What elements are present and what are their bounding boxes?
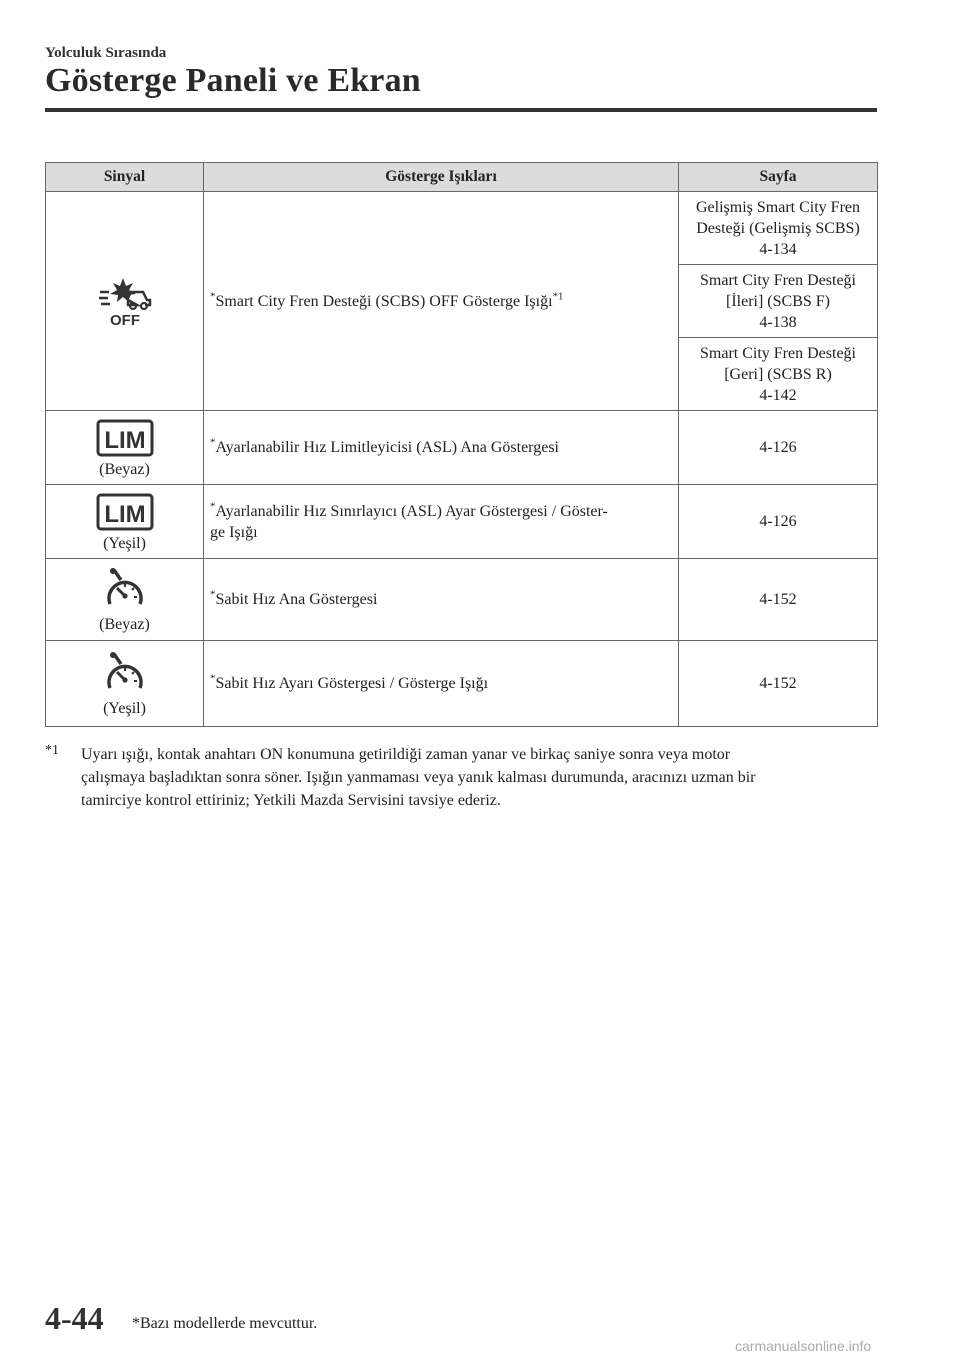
asterisk-mark: * [210,672,216,685]
asterisk-mark: * [210,588,216,601]
indicator-name: Ayarlanabilir Hız Limitleyicisi (ASL) Ana Göstergesi [215,439,559,456]
footnote-ref: *1 [552,290,564,303]
table-row [46,641,878,727]
color-caption: (Yeşil) [103,700,146,717]
asterisk-mark: * [210,500,216,513]
signal-cell [46,411,204,485]
cruise-control-icon [102,652,148,696]
color-caption: (Beyaz) [99,461,150,478]
indicator-name-continued: ge Işığı [210,523,258,541]
indicator-name-cell [204,485,679,559]
lim-icon [96,419,154,457]
footnote-line: tamirciye kontrol ettiriniz; Yetkili Mazda Servisini tavsiye ederiz. [81,792,501,809]
indicator-name: Smart City Fren Desteği (SCBS) OFF Gösterge Işığı [215,292,553,310]
signal-cell [46,485,204,559]
color-caption: (Yeşil) [103,535,146,552]
page-ref-line: Smart City Fren Desteği [700,344,856,362]
page-ref-number: 4-152 [679,641,878,727]
header-indicator: Gösterge Işıkları [204,163,679,192]
indicator-name-cell [204,559,679,641]
lim-icon [96,493,154,531]
header-divider [45,108,877,112]
indicator-name: Ayarlanabilir Hız Sınırlayıcı (ASL) Ayar Göstergesi / Göster- [215,502,608,520]
svg-text:OFF: OFF [109,312,140,328]
table-header-row [46,163,878,192]
page-title: Gösterge Paneli ve Ekran [45,62,421,99]
indicator-table [45,162,878,727]
page-ref-line: [İleri] (SCBS F) [726,292,830,310]
table-row [46,192,878,265]
section-label: Yolculuk Sırasında [45,45,167,61]
footnote: *1 Uyarı ışığı, kontak anahtarı ON konumuna getirildiği zaman yanar ve birkaç saniye sonra veya motor çalışmaya başladıktan sonra söner. Işığın yanmaması veya yanık kalması durumunda, aracınızı uzman bir tamirciye kontrol ettiriniz; Yetkili Mazda Servisini tavsiye ederiz. [45,743,835,812]
page-ref-number: 4-138 [759,313,797,331]
availability-note: *Bazı modellerde mevcuttur. [132,1315,318,1332]
page-ref-number: 4-142 [759,386,797,404]
page-ref-line: Gelişmiş Smart City Fren [696,198,860,216]
page-ref-number: 4-134 [759,240,797,258]
page-number: 4-44 [45,1300,104,1336]
watermark: carmanualsonline.info [735,1338,872,1354]
scbs-off-icon [97,276,153,328]
color-caption: (Beyaz) [99,616,150,633]
indicator-name-cell [204,641,679,727]
page-ref-cell [679,265,878,338]
table-row [46,559,878,641]
page-ref-line: [Geri] (SCBS R) [724,365,832,383]
header-page: Sayfa [679,163,878,192]
header-signal: Sinyal [46,163,204,192]
page-ref-line: Desteği (Gelişmiş SCBS) [696,219,860,237]
signal-cell [46,641,204,727]
page-ref-number: 4-126 [679,411,878,485]
indicator-name-cell [204,192,679,411]
signal-cell [46,559,204,641]
svg-text:LIM: LIM [103,427,146,454]
asterisk-mark: * [210,436,216,449]
signal-cell [46,192,204,411]
table-row [46,411,878,485]
page-ref-cell [679,338,878,411]
page-ref-line: Smart City Fren Desteği [700,271,856,289]
indicator-name: Sabit Hız Ayarı Göstergesi / Gösterge Işığı [215,675,489,692]
indicator-name-cell [204,411,679,485]
table-row [46,485,878,559]
page-ref-cell [679,192,878,265]
footnote-line: çalışmaya başladıktan sonra söner. Işığın yanmaması veya yanık kalması durumunda, aracınızı uzman bir [81,769,756,786]
cruise-control-icon [102,568,148,612]
svg-text:LIM: LIM [103,501,146,528]
indicator-name: Sabit Hız Ana Göstergesi [215,591,378,608]
asterisk-mark: * [210,290,216,303]
page-ref-number: 4-126 [679,485,878,559]
page-ref-number: 4-152 [679,559,878,641]
footnote-line: Uyarı ışığı, kontak anahtarı ON konumuna getirildiği zaman yanar ve birkaç saniye sonra veya motor [81,746,731,763]
